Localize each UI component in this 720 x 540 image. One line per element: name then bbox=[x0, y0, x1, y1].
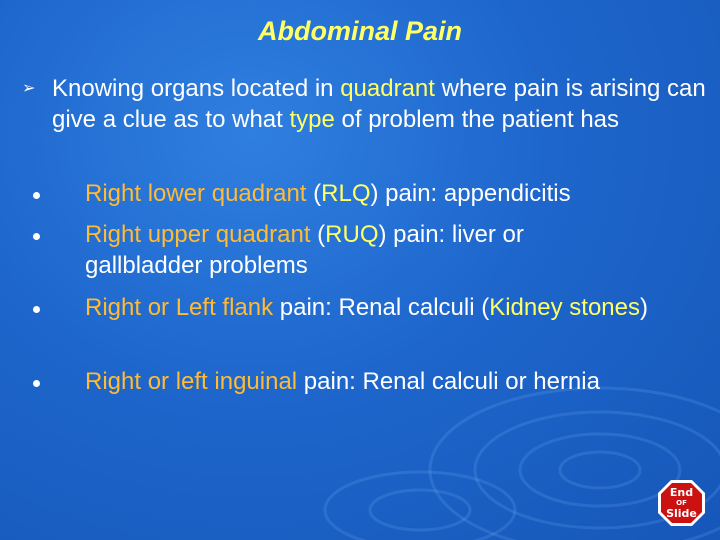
text-segment: pain: Renal calculi or hernia bbox=[297, 368, 600, 395]
highlight-quadrant: quadrant bbox=[340, 75, 435, 102]
highlight-term: Right or left inguinal bbox=[85, 368, 298, 395]
text-segment: pain: Renal calculi ( bbox=[273, 294, 490, 321]
sub-bullet-ruq bbox=[85, 220, 625, 281]
text-segment: where pain is arising can give a clue as to what bbox=[52, 75, 706, 133]
sub-bullet-rlq bbox=[85, 179, 705, 210]
end-of-slide-button[interactable] bbox=[657, 479, 706, 527]
text-segment: Knowing organs located in bbox=[52, 75, 341, 102]
text-segment: ) pain: appendicitis bbox=[370, 180, 571, 207]
text-segment: ( bbox=[310, 221, 326, 248]
bullet-dot-icon bbox=[33, 380, 40, 387]
bullet-dot-icon bbox=[33, 306, 40, 313]
highlight-term: Right upper quadrant bbox=[85, 221, 311, 248]
sub-bullet-inguinal bbox=[85, 367, 715, 398]
highlight-abbrev: RUQ bbox=[325, 221, 379, 248]
text-segment: of problem the patient has bbox=[334, 105, 620, 133]
slide-title: Abdominal Pain bbox=[257, 16, 463, 46]
text-segment: ) bbox=[639, 294, 648, 321]
highlight-type: type bbox=[289, 105, 335, 133]
bullet-dot-icon bbox=[33, 233, 40, 240]
highlight-term: Right or Left flank bbox=[85, 294, 274, 321]
bullet-dot-icon bbox=[33, 192, 40, 199]
of-label: OF bbox=[676, 499, 687, 507]
arrow-bullet-icon: ➢ bbox=[22, 78, 36, 97]
main-bullet-text bbox=[52, 74, 712, 135]
end-label: End bbox=[669, 486, 694, 499]
highlight-abbrev: Kidney stones bbox=[489, 294, 640, 321]
text-segment: ( bbox=[306, 180, 322, 207]
slide-label: Slide bbox=[666, 507, 697, 520]
sub-bullet-flank bbox=[85, 293, 675, 324]
highlight-abbrev: RLQ bbox=[321, 180, 371, 207]
text-segment: ) pain: liver or gallbladder problems bbox=[85, 221, 524, 279]
highlight-term: Right lower quadrant bbox=[85, 180, 307, 207]
